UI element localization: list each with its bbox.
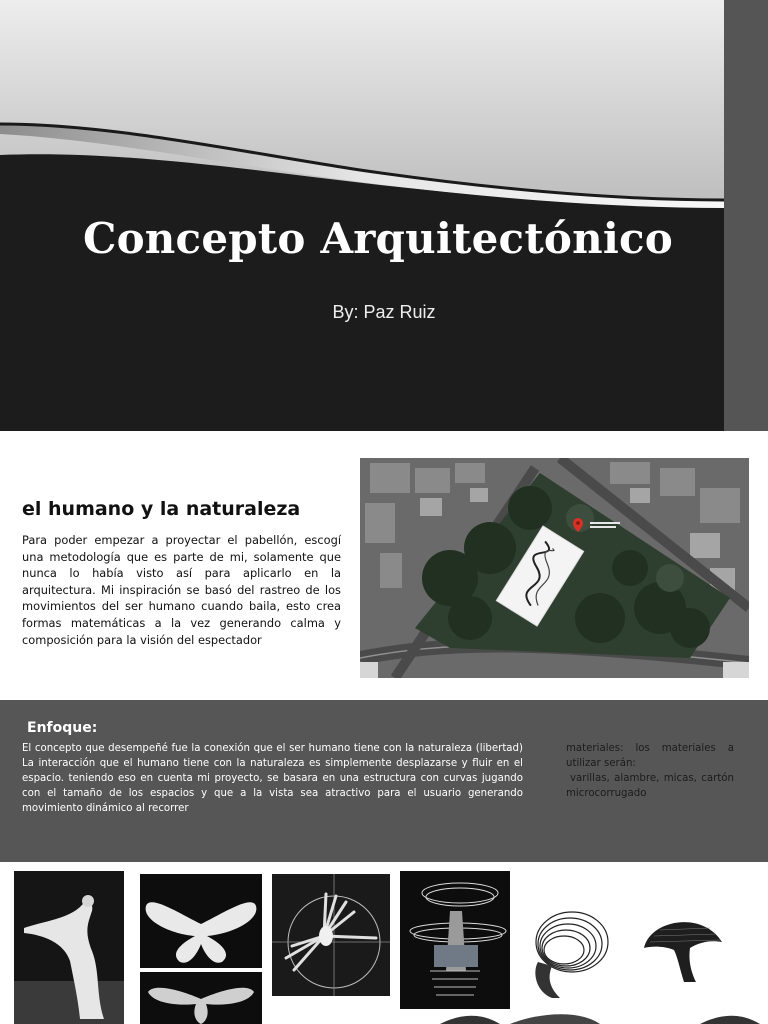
- title-slide: [0, 0, 768, 431]
- aerial-site-photo: [360, 458, 749, 678]
- dancer-photo-2: [140, 874, 262, 1024]
- human-nature-section: [0, 431, 768, 700]
- focus-paragraph: El concepto que desempeñé fue la conexión que el ser humano tiene con la naturaleza (libertad) La interacción que el humano tiene con la naturaleza es simplemente desplazarse y fluir en el espacio. teniendo eso en cuenta mi proyecto, se basara en una estructura con curvas jugando con el tamaño de los espacios y que a la vista sea atractivo para el usuario generando movimiento dinámico al recorrer: [22, 743, 523, 814]
- spiral-form-photo-1: [512, 902, 618, 1002]
- spiral-form-photo-2: [630, 902, 736, 1002]
- motion-study-photo: [272, 874, 390, 996]
- focus-section: [0, 700, 768, 862]
- author-byline: By: Paz Ruiz: [332, 302, 436, 322]
- page-title: Concepto Arquitectónico: [82, 214, 674, 263]
- inspiration-gallery: [0, 862, 768, 1024]
- dancer-photo-1: [14, 871, 124, 1024]
- materials-block: [566, 741, 734, 801]
- section-paragraph: Para poder empezar a proyectar el pabellón, escogí una metodología que es parte de mi, solamente que nunca lo había visto así para aplicarlo en la arquitectura. Mi inspiración se basó del rastreo de los movimientos del ser humano cuando baila, esto crea formas matemáticas a la vez generando calma y composición para la visión del espectador: [22, 533, 341, 647]
- materials-intro: materiales: los materiales a utilizar serán:: [566, 743, 734, 769]
- materials-list: varillas, alambre, micas, cartón microcorrugado: [566, 773, 734, 799]
- section-heading: el humano y la naturaleza: [22, 498, 301, 520]
- site-map-image: [360, 458, 749, 678]
- light-dance-photo: [400, 871, 510, 1009]
- gallery-bottom-strip: [400, 1008, 768, 1024]
- focus-heading: Enfoque:: [27, 720, 98, 736]
